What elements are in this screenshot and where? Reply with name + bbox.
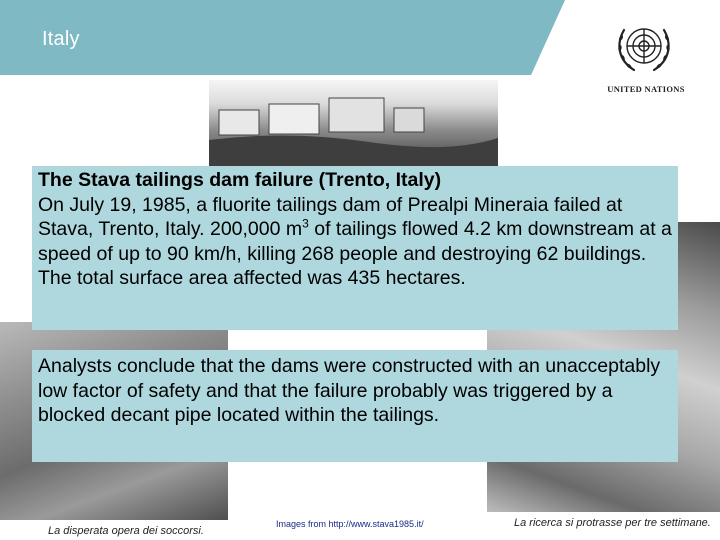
superscript-3: 3 — [302, 216, 309, 231]
caption-left: La disperata opera dei soccorsi. — [48, 525, 204, 537]
analysis-text: Analysts conclude that the dams were constructed with an unacceptably low factor of safety and that the failure probably was triggered by a blocked decant pipe located within the tailings. — [38, 355, 661, 426]
box-text-part1: On July 19, 1985, a fluorite tailings dam of Prealpi Mineraia failed at Stava, Trento, Italy. 200,000 m — [38, 193, 623, 240]
un-logo-text: UNITED NATIONS — [607, 84, 685, 94]
header-band — [0, 0, 565, 75]
box-text-part2: of tailings flowed 4.2 km downstream at a speed of up to 90 km/h, killing 268 people and destroying 62 buildings. The total surface area affected was 435 hectares. — [38, 218, 672, 289]
slide-title: Italy — [42, 28, 80, 50]
box-heading: The Stava tailings dam failure (Trento, Italy) — [38, 169, 442, 191]
analysis-box — [32, 350, 678, 462]
photo-village — [209, 80, 498, 172]
caption-right: La ricerca si protrasse per tre settimane. — [514, 517, 711, 529]
un-emblem-icon — [612, 18, 676, 78]
source-credit: Images from http://www.stava1985.it/ — [276, 519, 424, 529]
description-box — [32, 166, 678, 330]
village-scene-icon — [209, 80, 498, 172]
